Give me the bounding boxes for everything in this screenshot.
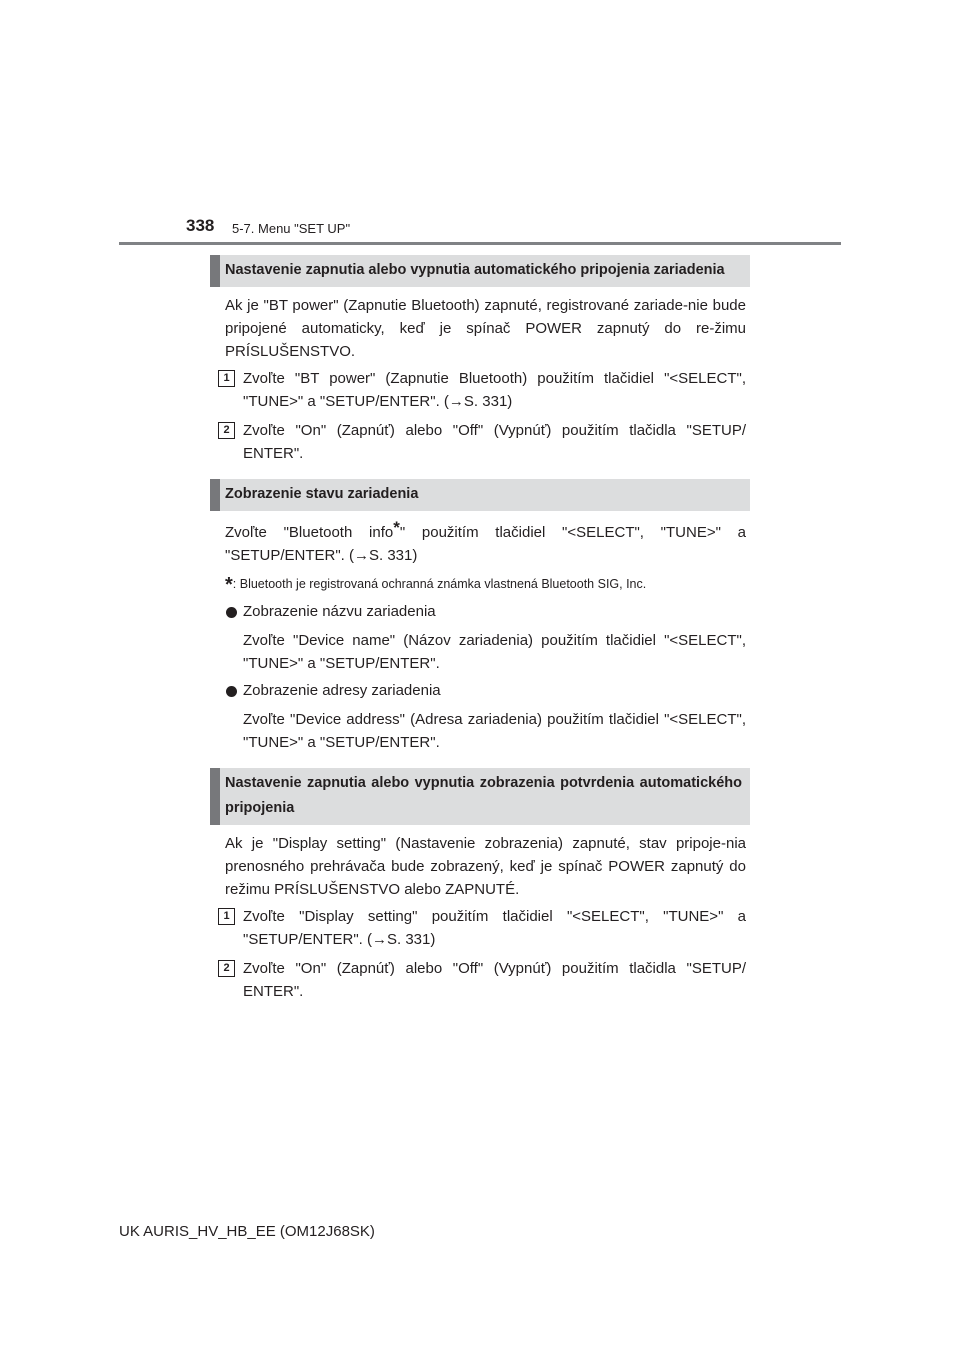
footnote-reference: * [393, 518, 400, 537]
step-number: 1 [218, 908, 235, 925]
step-text: Zvoľte "On" (Zapnúť) alebo "Off" (Vypnúť) použitím tlačidla "SETUP/ ENTER". [243, 960, 746, 1000]
bullet-title: Zobrazenie adresy zariadenia [243, 682, 441, 699]
section-heading-device-status: Zobrazenie stavu zariadenia [210, 479, 750, 511]
step-item [210, 367, 750, 413]
footer-model-code: UK AURIS_HV_HB_EE (OM12J68SK) [119, 1223, 375, 1240]
step-item [210, 419, 750, 465]
bullet-title: Zobrazenie názvu zariadenia [243, 603, 436, 620]
intro-text-b: " použitím tlačidiel "<SELECT", "TUNE>" a "SETUP/ENTER". (→S. 331) [225, 524, 746, 564]
step-number: 2 [218, 422, 235, 439]
step-text: Zvoľte "Display setting" použitím tlačidiel "<SELECT", "TUNE>" a "SETUP/ENTER". (→S. 331) [243, 908, 746, 948]
step-item [210, 957, 750, 1003]
section-heading-auto-connect: Nastavenie zapnutia alebo vypnutia automatického pripojenia zariadenia [210, 255, 750, 287]
step-item [210, 905, 750, 951]
section-intro: Ak je "Display setting" (Nastavenie zobrazenia) zapnuté, stav pripoje-nia prenosného prehrávača bude zobrazený, keď je spínač POWER zapnutý do režimu PRÍSLUŠENSTVO alebo ZAPNUTÉ. [225, 835, 746, 898]
footnote [210, 575, 750, 594]
bullet-dot [226, 686, 237, 697]
step-text: Zvoľte "BT power" (Zapnutie Bluetooth) použitím tlačidiel "<SELECT", "TUNE>" a "SETUP/ENTER". (→S. 331) [243, 370, 746, 410]
intro-text-a: Zvoľte "Bluetooth info [225, 524, 394, 541]
header-rule [119, 242, 841, 245]
section-heading-display-confirmation: Nastavenie zapnutia alebo vypnutia zobrazenia potvrdenia automatického pripojenia [210, 768, 750, 825]
footnote-mark: * [225, 574, 233, 596]
page-number: 338 [186, 216, 215, 235]
step-number: 1 [218, 370, 235, 387]
section-title: 5-7. Menu "SET UP" [232, 221, 351, 236]
bullet-item [210, 679, 750, 702]
page-content [210, 255, 750, 1003]
section-intro: Ak je "BT power" (Zapnutie Bluetooth) zapnuté, registrované zariade-nie bude pripojené automaticky, keď je spínač POWER zapnutý do re-žimu PRÍSLUŠENSTVO. [225, 297, 746, 360]
bullet-dot [226, 607, 237, 618]
bullet-item [210, 600, 750, 623]
bullet-detail: Zvoľte "Device address" (Adresa zariadenia) použitím tlačidiel "<SELECT", "TUNE>" a "SETUP/ENTER". [243, 711, 746, 751]
step-number: 2 [218, 960, 235, 977]
step-text: Zvoľte "On" (Zapnúť) alebo "Off" (Vypnúť) použitím tlačidla "SETUP/ ENTER". [243, 422, 746, 462]
section-intro [210, 518, 750, 567]
footnote-text: : Bluetooth je registrovaná ochranná známka vlastnená Bluetooth SIG, Inc. [232, 577, 647, 591]
bullet-detail: Zvoľte "Device name" (Názov zariadenia) použitím tlačidiel "<SELECT", "TUNE>" a "SETUP/ENTER". [243, 632, 746, 672]
